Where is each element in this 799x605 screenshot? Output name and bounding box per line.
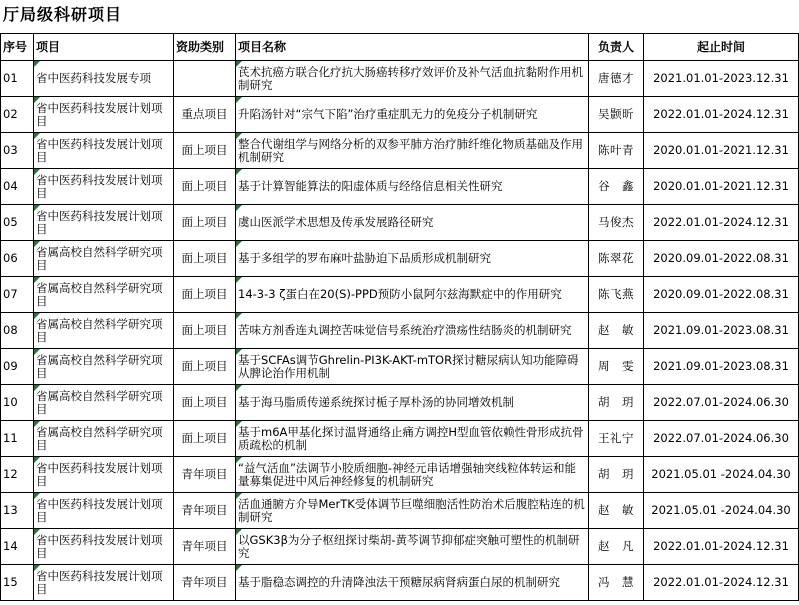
cell-no-text: 10 (3, 395, 18, 409)
table-row (1, 97, 799, 133)
cell-funding-type-text: 面上项目 (181, 179, 228, 193)
cell-marker-icon (34, 421, 40, 427)
cell-funding-type-text: 面上项目 (181, 251, 228, 265)
cell-marker-icon (34, 565, 40, 571)
cell-leader (589, 529, 644, 565)
cell-funding-type-text: 青年项目 (181, 503, 228, 517)
cell-leader (589, 349, 644, 385)
cell-project-name-text: 基于海马脂质传递系统探讨栀子厚朴汤的协同增效机制 (238, 395, 514, 409)
cell-period (644, 277, 799, 313)
cell-project (34, 241, 174, 277)
table-row (1, 457, 799, 493)
cell-funding-type-text: 青年项目 (181, 539, 228, 553)
cell-marker-icon (236, 565, 242, 571)
cell-no-text: 06 (3, 251, 18, 265)
cell-leader-text: 陈叶青 (598, 143, 634, 157)
table-row (1, 61, 799, 97)
cell-project (34, 457, 174, 493)
cell-no-text: 09 (3, 359, 18, 373)
cell-period (644, 529, 799, 565)
cell-period-text: 2022.01.01-2024.12.31 (653, 107, 789, 121)
cell-no (1, 133, 34, 169)
cell-leader-text: 马俊杰 (598, 215, 634, 229)
cell-no (1, 241, 34, 277)
cell-marker-icon (236, 205, 242, 211)
table-row (1, 277, 799, 313)
cell-period-text: 2022.01.01-2024.12.31 (653, 215, 789, 229)
cell-leader (589, 565, 644, 601)
cell-no-text: 07 (3, 287, 18, 301)
cell-no (1, 277, 34, 313)
header-period: 起止时间 (644, 34, 799, 61)
cell-project-name (236, 313, 589, 349)
cell-period-text: 2021.05.01 -2024.04.30 (651, 467, 791, 481)
cell-no (1, 529, 34, 565)
cell-marker-icon (34, 313, 40, 319)
cell-no-text: 12 (3, 467, 18, 481)
cell-leader (589, 169, 644, 205)
table-row (1, 385, 799, 421)
cell-marker-icon (236, 493, 242, 499)
cell-period-text: 2022.07.01-2024.06.30 (653, 395, 789, 409)
cell-funding-type (174, 169, 236, 205)
table-row (1, 133, 799, 169)
cell-leader-text: 周 雯 (598, 359, 634, 373)
cell-funding-type (174, 457, 236, 493)
header-no: 序号 (1, 34, 34, 61)
cell-leader-text: 谷 鑫 (598, 179, 634, 193)
cell-no-text: 13 (3, 503, 18, 517)
header-project-name: 项目名称 (236, 34, 589, 61)
cell-project-name-text: 以GSK3β为分子枢纽探讨柴胡-黄芩调节抑郁症突触可塑性的机制研究 (238, 532, 580, 560)
cell-marker-icon (34, 205, 40, 211)
cell-marker-icon (34, 385, 40, 391)
cell-marker-icon (236, 385, 242, 391)
cell-period-text: 2021.09.01-2023.08.31 (653, 323, 789, 337)
cell-funding-type (174, 277, 236, 313)
header-leader: 负责人 (589, 34, 644, 61)
cell-period (644, 457, 799, 493)
cell-funding-type (174, 529, 236, 565)
cell-leader-text: 赵 敏 (598, 503, 634, 517)
cell-project-name-text: 苦味方剂香连丸调控苦味觉信号系统治疗溃疡性结肠炎的机制研究 (238, 323, 572, 337)
projects-table (0, 33, 799, 601)
cell-marker-icon (34, 97, 40, 103)
cell-project (34, 205, 174, 241)
cell-marker-icon (34, 277, 40, 283)
cell-project-name-text: 虞山医派学术思想及传承发展路径研究 (238, 215, 434, 229)
cell-no (1, 493, 34, 529)
cell-leader-text: 赵 凡 (598, 539, 634, 553)
cell-project-text: 省中医药科技发展计划项目 (36, 208, 163, 236)
cell-funding-type-text: 面上项目 (181, 359, 228, 373)
cell-leader (589, 493, 644, 529)
cell-project-name (236, 133, 589, 169)
cell-period-text: 2022.07.01-2024.06.30 (653, 431, 789, 445)
cell-marker-icon (236, 241, 242, 247)
table-row (1, 169, 799, 205)
table-row (1, 205, 799, 241)
cell-no-text: 11 (3, 431, 18, 445)
cell-funding-type (174, 565, 236, 601)
cell-project (34, 61, 174, 97)
cell-project-name-text: 芪术抗癌方联合化疗抗大肠癌转移疗效评价及补气活血抗黏附作用机制研究 (238, 64, 583, 92)
cell-period (644, 97, 799, 133)
cell-leader (589, 133, 644, 169)
cell-period (644, 565, 799, 601)
table-row (1, 313, 799, 349)
cell-project-name (236, 277, 589, 313)
page-title: 厅局级科研项目 (3, 5, 123, 24)
cell-period-text: 2020.01.01-2021.12.31 (653, 179, 789, 193)
cell-project-name-text: 基于多组学的罗布麻叶盐胁迫下品质形成机制研究 (238, 251, 491, 265)
table-body (1, 61, 799, 601)
cell-project-text: 省中医药科技发展计划项目 (36, 568, 163, 596)
cell-project-name (236, 421, 589, 457)
cell-marker-icon (236, 133, 242, 139)
cell-period (644, 241, 799, 277)
cell-leader-text: 唐德才 (598, 71, 634, 85)
cell-project-name (236, 529, 589, 565)
table-row (1, 349, 799, 385)
table-row (1, 421, 799, 457)
cell-marker-icon (34, 493, 40, 499)
cell-project-name (236, 61, 589, 97)
cell-funding-type-text: 面上项目 (181, 323, 228, 337)
cell-leader (589, 277, 644, 313)
cell-project (34, 349, 174, 385)
cell-leader (589, 421, 644, 457)
cell-period (644, 349, 799, 385)
cell-no (1, 565, 34, 601)
cell-project-name-text: 基于计算智能算法的阳虚体质与经络信息相关性研究 (238, 179, 503, 193)
cell-period-text: 2021.01.01-2023.12.31 (653, 71, 789, 85)
header-project: 项目 (34, 34, 174, 61)
cell-no-text: 01 (3, 71, 18, 85)
cell-marker-icon (236, 61, 242, 67)
cell-funding-type-text: 面上项目 (181, 215, 228, 229)
cell-leader (589, 205, 644, 241)
cell-project (34, 97, 174, 133)
cell-project (34, 493, 174, 529)
cell-period (644, 133, 799, 169)
cell-project-text: 省中医药科技发展计划项目 (36, 496, 163, 524)
cell-project (34, 565, 174, 601)
cell-funding-type (174, 241, 236, 277)
cell-project-text: 省中医药科技发展计划项目 (36, 100, 163, 128)
cell-project-text: 省中医药科技发展计划项目 (36, 136, 163, 164)
cell-project-name (236, 169, 589, 205)
header-funding-type: 资助类别 (174, 34, 236, 61)
cell-period (644, 493, 799, 529)
cell-period (644, 313, 799, 349)
cell-leader (589, 241, 644, 277)
cell-project (34, 133, 174, 169)
cell-leader (589, 385, 644, 421)
cell-leader-text: 赵 敏 (598, 323, 634, 337)
cell-project-name (236, 493, 589, 529)
cell-funding-type (174, 349, 236, 385)
table-row (1, 493, 799, 529)
cell-no-text: 15 (3, 575, 18, 589)
cell-project-name-text: 基于SCFAs调节Ghrelin-PI3K-AKT-mTOR探讨糖尿病认知功能障碍从脾论治作用机制 (238, 352, 579, 380)
cell-project-name-text: 整合代谢组学与网络分析的双参平肺方治疗肺纤维化物质基础及作用机制研究 (238, 136, 583, 164)
cell-period (644, 61, 799, 97)
cell-marker-icon (236, 421, 242, 427)
cell-period (644, 205, 799, 241)
cell-no (1, 169, 34, 205)
cell-marker-icon (34, 169, 40, 175)
table-row (1, 529, 799, 565)
cell-no-text: 04 (3, 179, 18, 193)
table-row (1, 241, 799, 277)
cell-marker-icon (236, 97, 242, 103)
cell-project-text: 省中医药科技发展专项 (36, 71, 151, 85)
cell-no (1, 349, 34, 385)
cell-no-text: 02 (3, 107, 18, 121)
cell-marker-icon (34, 133, 40, 139)
cell-project-name-text: 基于脂稳态调控的升清降浊法干预糖尿病肾病蛋白尿的机制研究 (238, 575, 560, 589)
cell-project-text: 省中医药科技发展计划项目 (36, 532, 163, 560)
cell-project-text: 省属高校自然科学研究项目 (36, 280, 163, 308)
cell-funding-type (174, 421, 236, 457)
cell-funding-type (174, 97, 236, 133)
cell-no (1, 61, 34, 97)
cell-marker-icon (236, 349, 242, 355)
cell-period-text: 2020.01.01-2021.12.31 (653, 143, 789, 157)
cell-project-name (236, 97, 589, 133)
cell-no-text: 05 (3, 215, 18, 229)
cell-leader (589, 97, 644, 133)
cell-project (34, 313, 174, 349)
cell-period (644, 385, 799, 421)
cell-project-text: 省属高校自然科学研究项目 (36, 352, 163, 380)
cell-project-name (236, 241, 589, 277)
cell-project-name (236, 385, 589, 421)
cell-funding-type-text: 面上项目 (181, 287, 228, 301)
cell-project-name-text: 基于m6A甲基化探讨温肾通络止痛方调控H型血管依赖性骨形成抗骨质疏松的机制 (238, 424, 584, 452)
cell-leader-text: 胡 玥 (598, 395, 634, 409)
cell-funding-type (174, 385, 236, 421)
cell-no (1, 205, 34, 241)
cell-leader-text: 吴颢昕 (598, 107, 634, 121)
cell-funding-type-text: 面上项目 (181, 395, 228, 409)
cell-marker-icon (34, 529, 40, 535)
cell-project-name-text: “益气活血”法调节小胶质细胞-神经元串话增强轴突线粒体转运和能量募集促进中风后神经修复的机制研究 (238, 460, 577, 488)
cell-period-text: 2020.09.01-2022.08.31 (653, 251, 789, 265)
cell-project (34, 529, 174, 565)
cell-marker-icon (236, 529, 242, 535)
cell-leader (589, 313, 644, 349)
cell-leader-text: 陈翠花 (598, 251, 634, 265)
cell-period (644, 169, 799, 205)
cell-project (34, 421, 174, 457)
cell-project-name (236, 565, 589, 601)
table-row (1, 565, 799, 601)
cell-project (34, 277, 174, 313)
cell-project-name-text: 14-3-3 ζ蛋白在20(S)-PPD预防小鼠阿尔兹海默症中的作用研究 (238, 287, 562, 301)
cell-no (1, 457, 34, 493)
cell-marker-icon (236, 313, 242, 319)
cell-no (1, 97, 34, 133)
cell-funding-type-text: 面上项目 (181, 143, 228, 157)
cell-marker-icon (236, 169, 242, 175)
cell-project-name (236, 349, 589, 385)
cell-funding-type-text: 青年项目 (181, 575, 228, 589)
cell-no-text: 14 (3, 539, 18, 553)
cell-project-name-text: 升陷汤针对“宗气下陷”治疗重症肌无力的免疫分子机制研究 (238, 107, 538, 121)
cell-project (34, 385, 174, 421)
cell-marker-icon (236, 277, 242, 283)
cell-leader (589, 457, 644, 493)
cell-marker-icon (34, 457, 40, 463)
cell-period (644, 421, 799, 457)
cell-no (1, 421, 34, 457)
cell-funding-type-text: 青年项目 (181, 467, 228, 481)
table-header-row (1, 34, 799, 61)
cell-marker-icon (34, 349, 40, 355)
cell-funding-type (174, 493, 236, 529)
cell-project-text: 省属高校自然科学研究项目 (36, 388, 163, 416)
cell-marker-icon (236, 457, 242, 463)
cell-project-text: 省中医药科技发展计划项目 (36, 460, 163, 488)
cell-funding-type (174, 133, 236, 169)
cell-period-text: 2021.05.01 -2024.04.30 (651, 503, 791, 517)
cell-marker-icon (34, 61, 40, 67)
cell-leader-text: 胡 玥 (598, 467, 634, 481)
cell-no (1, 313, 34, 349)
cell-period-text: 2020.09.01-2022.08.31 (653, 287, 789, 301)
cell-period-text: 2022.01.01-2024.12.31 (653, 539, 789, 553)
cell-funding-type-text: 重点项目 (181, 107, 228, 121)
cell-funding-type (174, 61, 236, 97)
cell-leader-text: 王礼宁 (598, 431, 634, 445)
cell-no-text: 03 (3, 143, 18, 157)
cell-period-text: 2021.09.01-2023.08.31 (653, 359, 789, 373)
cell-project (34, 169, 174, 205)
cell-period-text: 2022.01.01-2024.12.31 (653, 575, 789, 589)
cell-no (1, 385, 34, 421)
cell-funding-type-text: 面上项目 (181, 431, 228, 445)
cell-project-text: 省中医药科技发展计划项目 (36, 172, 163, 200)
cell-leader-text: 陈飞燕 (598, 287, 634, 301)
cell-funding-type (174, 313, 236, 349)
cell-project-name (236, 205, 589, 241)
cell-leader (589, 61, 644, 97)
cell-project-text: 省属高校自然科学研究项目 (36, 244, 163, 272)
cell-project-text: 省属高校自然科学研究项目 (36, 316, 163, 344)
cell-project-name-text: 活血通腑方介导MerTK受体调节巨噬细胞活性防治术后腹腔粘连的机制研究 (238, 496, 585, 524)
cell-project-name (236, 457, 589, 493)
cell-no-text: 08 (3, 323, 18, 337)
cell-project-text: 省属高校自然科学研究项目 (36, 424, 163, 452)
cell-leader-text: 冯 慧 (598, 575, 634, 589)
cell-marker-icon (34, 241, 40, 247)
cell-funding-type (174, 205, 236, 241)
